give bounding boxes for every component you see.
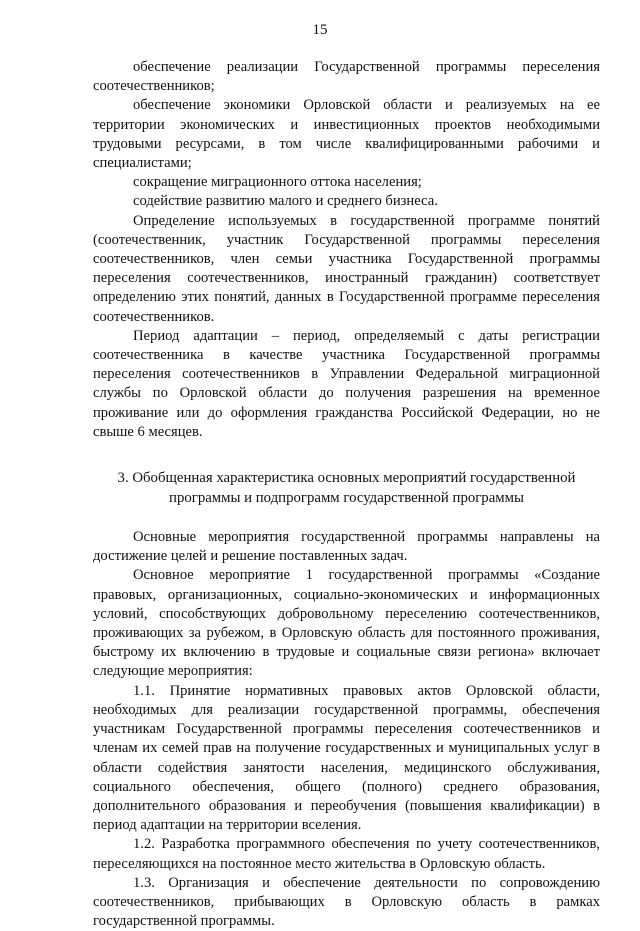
paragraph: Основное мероприятие 1 государственной программы «Создание правовых, организационных, социально-экономических и информационных условий, способствующих добровольному переселению соотечественников, проживающих за рубежом, в Орловскую область для постоянного проживания, быстрому их включению в трудовые и социальные связи региона» включает следующие мероприятия:	[93, 567, 600, 680]
paragraph: 1.1. Принятие нормативных правовых актов Орловской области, необходимых для реализации государственной программы, обеспечения участникам Государственной программы переселения соотечественников и членам их семей прав на получение государственных и муниципальных услуг в области содействия занятости населения, медицинского обслуживания, социального обеспечения, общего (полного) среднего образования, дополнительного образования и переобучения (повышения квалификации) в период адаптации на территории вселения.	[93, 682, 600, 834]
paragraph: содействие развитию малого и среднего бизнеса.	[133, 193, 438, 210]
page-number: 15	[312, 22, 328, 38]
paragraph: Период адаптации – период, определяемый с даты регистрации соотечественника в качестве участника Государственной программы переселения соотечественников в Управлении Федеральной миграционной службы по Орловской области до получения разрешения на временное проживание или до оформления гражданства Российской Федерации, но не свыше 6 месяцев.	[93, 327, 600, 440]
document-body	[93, 58, 600, 931]
paragraph: сокращение миграционного оттока населения;	[133, 174, 422, 191]
paragraph: 1.2. Разработка программного обеспечения по учету соотечественников, переселяющихся на постоянное место жительства в Орловскую область.	[93, 836, 600, 872]
section-heading-line: программы и подпрограмм государственной программы	[169, 490, 524, 507]
paragraph: Основные мероприятия государственной программы направлены на достижение целей и решение поставленных задач.	[93, 529, 600, 565]
paragraph: 1.3. Организация и обеспечение деятельности по сопровождению соотечественников, прибывающих в Орловскую область в рамках государственной программы.	[93, 874, 600, 930]
section-heading	[93, 468, 600, 508]
section-heading-line: 3. Обобщенная характеристика основных мероприятий государственной	[117, 470, 576, 487]
paragraph: обеспечение экономики Орловской области и реализуемых на ее территории экономических и инвестиционных проектов необходимыми трудовыми ресурсами, в том числе квалифицированными рабочими и специалистами;	[93, 97, 600, 172]
paragraph: обеспечение реализации Государственной программы переселения соотечественников;	[93, 59, 600, 95]
paragraph: Определение используемых в государственной программе понятий (соотечественник, участник Государственной программы переселения соотечественников, член семьи участника Государственной программы переселения соотечественников, иностранный гражданин) соответствует определению этих понятий, данных в Государственной программе переселения соотечественников.	[93, 212, 600, 325]
